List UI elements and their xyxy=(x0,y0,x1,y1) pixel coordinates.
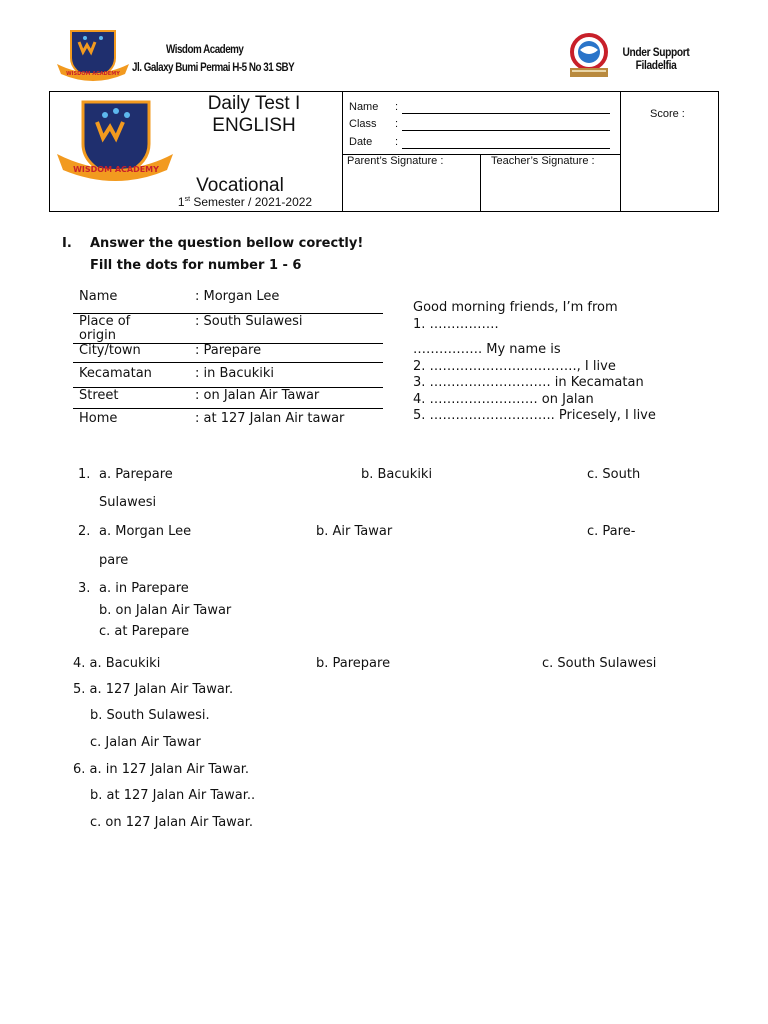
option-b[interactable]: b. Parepare xyxy=(316,656,391,671)
semester-rest: Semester / 2021-2022 xyxy=(190,195,313,209)
option-c[interactable]: c. at Parepare xyxy=(99,624,190,639)
school-logo-large xyxy=(55,100,175,186)
support-line2: Filadelfia xyxy=(635,58,677,72)
option-a[interactable]: 6. a. in 127 Jalan Air Tawar. xyxy=(73,762,250,777)
option-c-continuation: Sulawesi xyxy=(99,495,157,510)
option-b[interactable]: b. at 127 Jalan Air Tawar.. xyxy=(90,788,256,803)
option-b[interactable]: b. on Jalan Air Tawar xyxy=(99,603,232,618)
logo-banner-text: WISDOM ACADEMY xyxy=(73,165,159,174)
table-key: Home xyxy=(79,411,118,426)
table-value: : at 127 Jalan Air tawar xyxy=(195,411,345,426)
option-b[interactable]: b. Air Tawar xyxy=(316,524,393,539)
date-colon: : xyxy=(395,136,399,148)
option-c[interactable]: c. Pare- xyxy=(587,524,636,539)
school-name: Wisdom Academy xyxy=(166,42,244,56)
table-value: : South Sulawesi xyxy=(195,314,303,329)
table-value: : on Jalan Air Tawar xyxy=(195,388,320,403)
paragraph-line: 4. ……………………. on Jalan xyxy=(413,391,594,407)
date-label: Date xyxy=(349,136,373,148)
subject-title: Vocational xyxy=(196,175,284,196)
paragraph-line: 5. ……………………….. Pricesely, I live xyxy=(413,408,656,423)
table-value: : in Bacukiki xyxy=(195,366,275,381)
option-c-continuation: pare xyxy=(99,553,129,568)
date-field[interactable] xyxy=(402,148,610,149)
name-colon: : xyxy=(395,101,399,113)
support-text xyxy=(614,46,699,72)
paragraph-intro: Good morning friends, I’m from xyxy=(413,300,618,315)
support-line1: Under Support xyxy=(622,45,690,59)
question-number: 1. xyxy=(78,467,91,482)
test-info-box xyxy=(49,91,719,212)
fill-in-paragraph xyxy=(413,300,656,425)
option-c[interactable]: c. Jalan Air Tawar xyxy=(90,735,201,750)
table-key: Place of origin xyxy=(79,314,131,343)
name-label: Name xyxy=(349,101,379,113)
table-key: City/town xyxy=(79,343,141,358)
option-a[interactable]: a. Parepare xyxy=(99,467,173,482)
option-b[interactable]: b. Bacukiki xyxy=(361,467,433,482)
test-title-line1: Daily Test I xyxy=(207,93,301,114)
option-a[interactable]: 5. a. 127 Jalan Air Tawar. xyxy=(73,682,234,697)
school-address: Jl. Galaxy Bumi Permai H-5 No 31 SBY xyxy=(132,60,295,74)
semester xyxy=(150,195,340,209)
table-divider xyxy=(73,362,383,363)
filadelfia-logo xyxy=(566,32,612,80)
class-colon: : xyxy=(395,118,399,130)
option-a[interactable]: a. in Parepare xyxy=(99,581,189,596)
section-instruction-2: Fill the dots for number 1 - 6 xyxy=(90,258,302,273)
option-b[interactable]: b. South Sulawesi. xyxy=(90,708,210,723)
question-number: 2. xyxy=(78,524,91,539)
school-logo-small xyxy=(55,28,131,84)
option-c[interactable]: c. South xyxy=(587,467,641,482)
paragraph-line: 1. ……………. xyxy=(413,316,499,332)
paragraph-line: ……………. My name is xyxy=(413,342,561,357)
test-title-line2: ENGLISH xyxy=(212,115,296,136)
table-key: Name xyxy=(79,289,118,304)
class-field[interactable] xyxy=(402,130,610,131)
section-numeral: I. xyxy=(62,236,72,251)
parent-signature-label: Parent’s Signature : xyxy=(347,155,444,167)
paragraph-line: 2. ……………………………., I live xyxy=(413,358,616,374)
option-c[interactable]: c. South Sulawesi xyxy=(542,656,657,671)
test-title xyxy=(162,93,346,137)
option-a[interactable]: 4. a. Bacukiki xyxy=(73,656,161,671)
teacher-signature-label: Teacher’s Signature : xyxy=(491,155,595,167)
semester-sup: st xyxy=(184,196,191,203)
option-a[interactable]: a. Morgan Lee xyxy=(99,524,192,539)
table-divider xyxy=(73,408,383,409)
table-key: Kecamatan xyxy=(79,366,152,381)
option-c[interactable]: c. on 127 Jalan Air Tawar. xyxy=(90,815,254,830)
semester-num: 1 xyxy=(177,195,185,209)
table-value: : Parepare xyxy=(195,343,262,358)
table-key: Street xyxy=(79,388,119,403)
section-instruction-1: Answer the question bellow corectly! xyxy=(90,236,364,251)
score-label: Score : xyxy=(650,108,685,120)
table-value: : Morgan Lee xyxy=(195,289,280,304)
name-field[interactable] xyxy=(402,113,610,114)
svg-text:WISDOM ACADEMY: WISDOM ACADEMY xyxy=(66,71,120,77)
question-number: 3. xyxy=(78,581,91,596)
paragraph-line: 3. ………………………. in Kecamatan xyxy=(413,375,644,390)
class-label: Class xyxy=(349,118,377,130)
